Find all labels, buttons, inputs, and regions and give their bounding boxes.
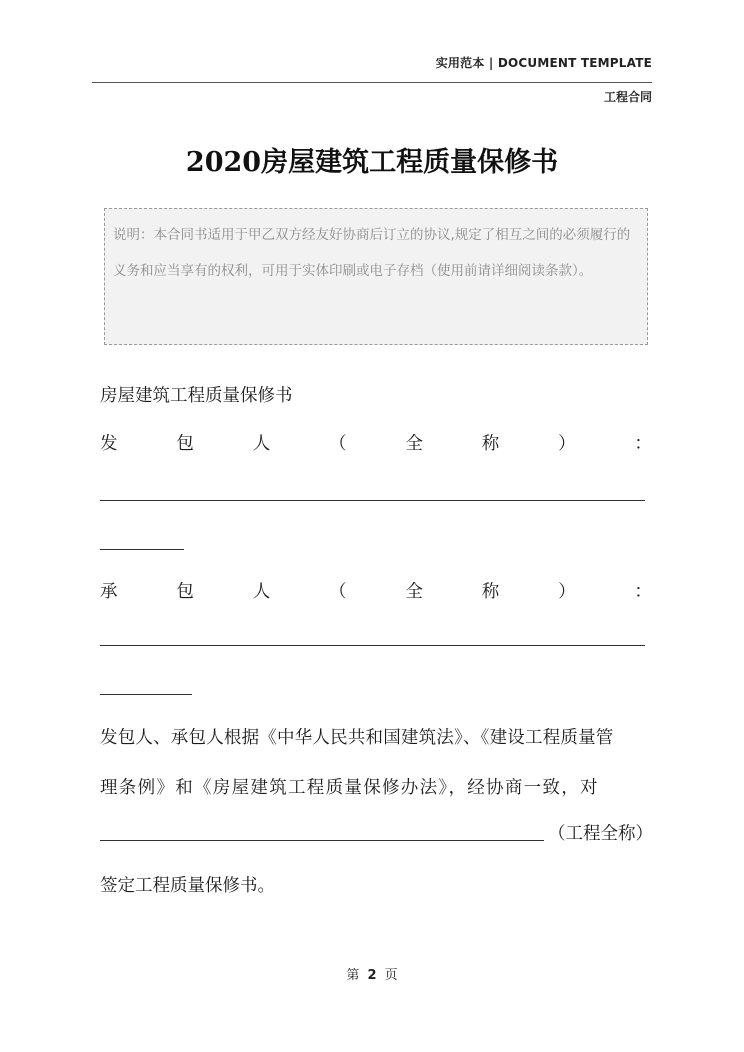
employer-label-char: 包 [176,434,194,454]
contractor-label-row [100,578,652,603]
notice-box: 说明：本合同书适用于甲乙双方经友好协商后订立的协议,规定了相互之间的必须履行的义务和应当享有的权利，可用于实体印刷或电子存档（使用前请详细阅读条款）。 [104,208,648,345]
paragraph-line-1: 发包人、承包人根据《中华人民共和国建筑法》、《建设工程质量管 [100,728,614,748]
section-heading: 房屋建筑工程质量保修书 [100,386,293,406]
contractor-label-char: ） [558,582,576,602]
employer-label-row [100,430,652,455]
header-brand: 实用范本 | DOCUMENT TEMPLATE [435,56,652,70]
document-title: 2020房屋建筑工程质量保修书 [185,147,559,178]
header-category: 工程合同 [603,90,652,104]
paragraph-line-4: 签定工程质量保修书。 [100,876,275,896]
contractor-blank-line-continued[interactable] [100,694,192,695]
contractor-label-char: 全 [405,582,423,602]
contractor-label-char: 承 [100,582,118,602]
employer-label-char: 全 [405,434,423,454]
employer-label-char: 发 [100,434,118,454]
page-suffix: 页 [384,968,398,983]
employer-label-char: ） [558,434,576,454]
contractor-label-char: 包 [176,582,194,602]
page-number [0,964,744,983]
contractor-label-char: 人 [252,582,271,602]
header-divider [92,82,652,83]
page-prefix: 第 [346,968,360,983]
project-name-blank[interactable] [100,840,544,841]
project-name-suffix: （工程全称） [547,824,653,844]
employer-label-char: ： [634,434,652,454]
employer-label-char: 称 [481,434,500,454]
employer-label-char: 人 [252,434,271,454]
contractor-label-char: 称 [481,582,500,602]
page-number-value: 2 [367,968,377,983]
project-fill-row [100,820,652,845]
contractor-blank-line[interactable] [100,645,645,646]
employer-label-char: （ [329,434,347,454]
employer-blank-line-continued[interactable] [100,549,184,550]
contractor-label-char: （ [329,582,347,602]
paragraph-line-2: 理条例》和《房屋建筑工程质量保修办法》，经协商一致，对 [100,778,599,798]
contractor-label-char: ： [634,582,652,602]
employer-blank-line[interactable] [100,500,645,501]
